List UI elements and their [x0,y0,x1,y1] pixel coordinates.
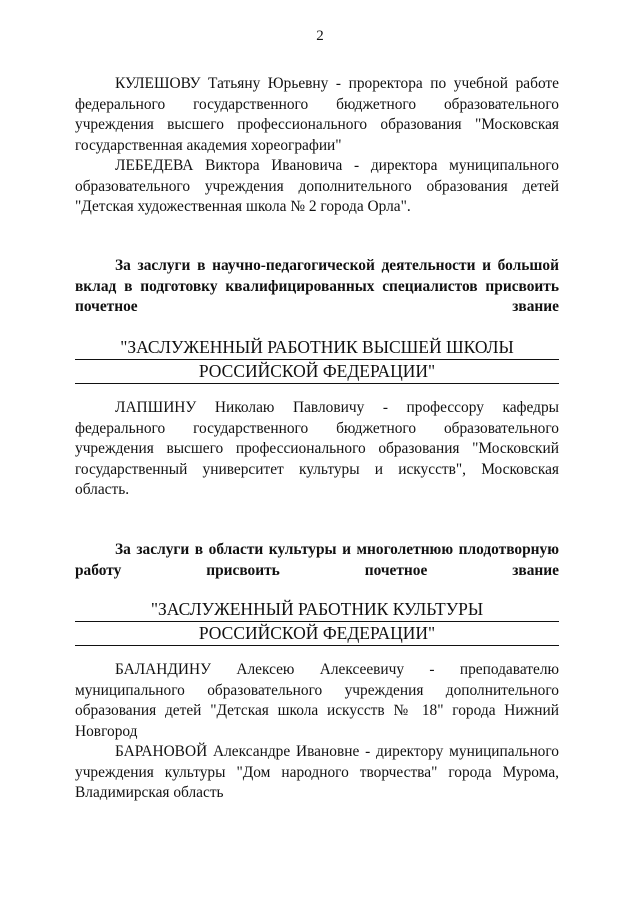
entry-kuleshova: КУЛЕШОВУ Татьяну Юрьевну - проректора по учебной работе федерального государственного бюджетного образовательного учреждения высшего профессионального образования "Московская государственная академия хореографии" [75,75,559,154]
award-reason-culture: За заслуги в области культуры и многолетнюю плодотворную работу присвоить почетное звание [75,541,559,579]
entry-baranova: БАРАНОВОЙ Александре Ивановне - директору муниципального учреждения культуры "Дом народного творчества" города Мурома, Владимирская область [75,743,559,801]
award-reason-higher-school: За заслуги в научно-педагогической деятельности и большой вклад в подготовку квалифицированных специалистов присвоить почетное звание [75,257,559,315]
award-title-higher-school [75,336,559,384]
award-title-culture [75,598,559,646]
award-title-line: РОССИЙСКОЙ ФЕДЕРАЦИИ" [75,360,559,384]
entry-balandin: БАЛАНДИНУ Алексею Алексеевичу - преподавателю муниципального образовательного учреждения дополнительного образования детей "Детская школа искусств № 18" города Нижний Новгород [75,661,559,740]
award-title-line: "ЗАСЛУЖЕННЫЙ РАБОТНИК КУЛЬТУРЫ [75,598,559,622]
entry-lapshin: ЛАПШИНУ Николаю Павловичу - профессору кафедры федерального государственного бюджетного образовательного учреждения высшего профессионального образования "Московский государственный университет культуры и искусств", Московская область. [75,399,559,498]
award-title-line: "ЗАСЛУЖЕННЫЙ РАБОТНИК ВЫСШЕЙ ШКОЛЫ [75,336,559,360]
page-number: 2 [316,28,324,44]
award-title-line: РОССИЙСКОЙ ФЕДЕРАЦИИ" [75,622,559,646]
entry-lebedev: ЛЕБЕДЕВА Виктора Ивановича - директора муниципального образовательного учреждения дополнительного образования детей "Детская художественная школа № 2 города Орла". [75,157,559,215]
